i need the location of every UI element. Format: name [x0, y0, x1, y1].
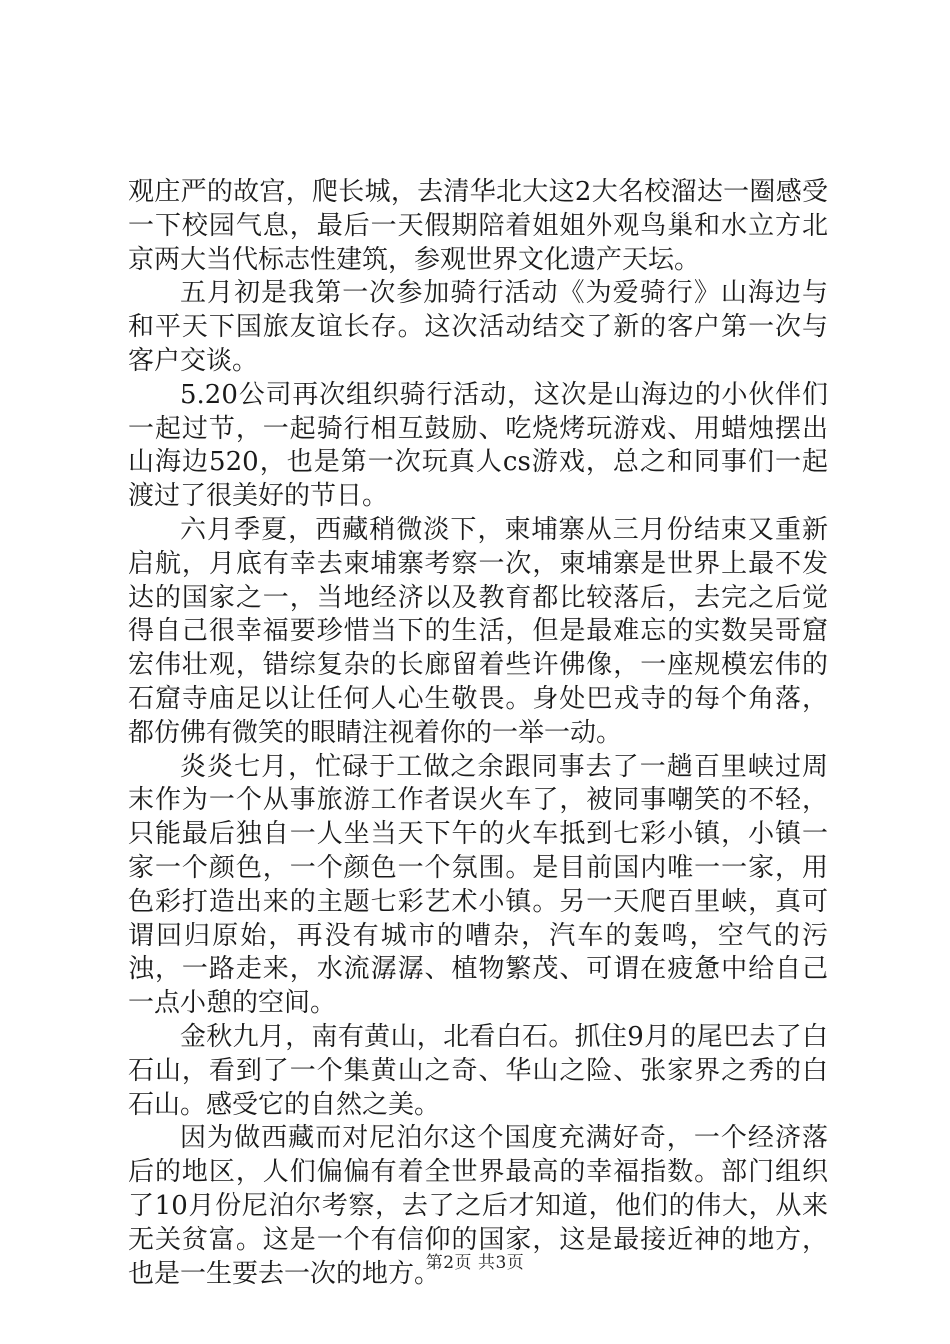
paragraph-beijing-trip: 观庄严的故宫，爬长城，去清华北大这2大名校溜达一圈感受一下校园气息，最后一天假期陪着姐姐外观鸟巢和水立方北京两大当代标志性建筑，参观世界文化遗产天坛。 — [128, 177, 828, 275]
document-body — [128, 176, 828, 1291]
paragraph-may-cycling: 五月初是我第一次参加骑行活动《为爱骑行》山海边与和平天下国旅友谊长存。这次活动结交了新的客户第一次与客户交谈。 — [128, 278, 828, 376]
paragraph-520-cycling: 5.20公司再次组织骑行活动，这次是山海边的小伙伴们一起过节，一起骑行相互鼓励、吃烧烤玩游戏、用蜡烛摆出山海边520，也是第一次玩真人cs游戏，总之和同事们一起渡过了很美好的节日。 — [128, 379, 828, 512]
paragraph-september-baishishan: 金秋九月，南有黄山，北看白石。抓住9月的尾巴去了白石山，看到了一个集黄山之奇、华山之险、张家界之秀的白石山。感受它的自然之美。 — [128, 1021, 828, 1120]
page-footer: 第2页 共3页 — [425, 1253, 525, 1273]
paragraph-july-bailixia: 炎炎七月，忙碌于工做之余跟同事去了一趟百里峡过周末作为一个从事旅游工作者误火车了，被同事嘲笑的不轻，只能最后独自一人坐当天下午的火车抵到七彩小镇，小镇一家一个颜色，一个颜色一个氛围。是目前国内唯一一家，用色彩打造出来的主题七彩艺术小镇。另一天爬百里峡，真可谓回归原始，再没有城市的嘈杂，汽车的轰鸣，空气的污浊，一路走来，水流潺潺、植物繁茂、可谓在疲惫中给自己一点小憩的空间。 — [128, 751, 828, 1019]
paragraph-june-cambodia: 六月季夏，西藏稍微淡下，柬埔寨从三月份结束又重新启航，月底有幸去柬埔寨考察一次，柬埔寨是世界上最不发达的国家之一，当地经济以及教育都比较落后，去完之后觉得自己很幸福要珍惜当下的生活，但是最难忘的实数吴哥窟宏伟壮观，错综复杂的长廊留着些许佛像，一座规模宏伟的石窟寺庙足以让任何人心生敬畏。身处巴戎寺的每个角落，都仿佛有微笑的眼睛注视着你的一举一动。 — [128, 514, 828, 748]
paragraph-nepal: 因为做西藏而对尼泊尔这个国度充满好奇，一个经济落后的地区，人们偏偏有着全世界最高的幸福指数。部门组织了10月份尼泊尔考察，去了之后才知道，他们的伟大，从来无关贫富。这是一个有信仰的国家，这是最接近神的地方，也是一生要去一次的地方。 — [128, 1123, 828, 1289]
